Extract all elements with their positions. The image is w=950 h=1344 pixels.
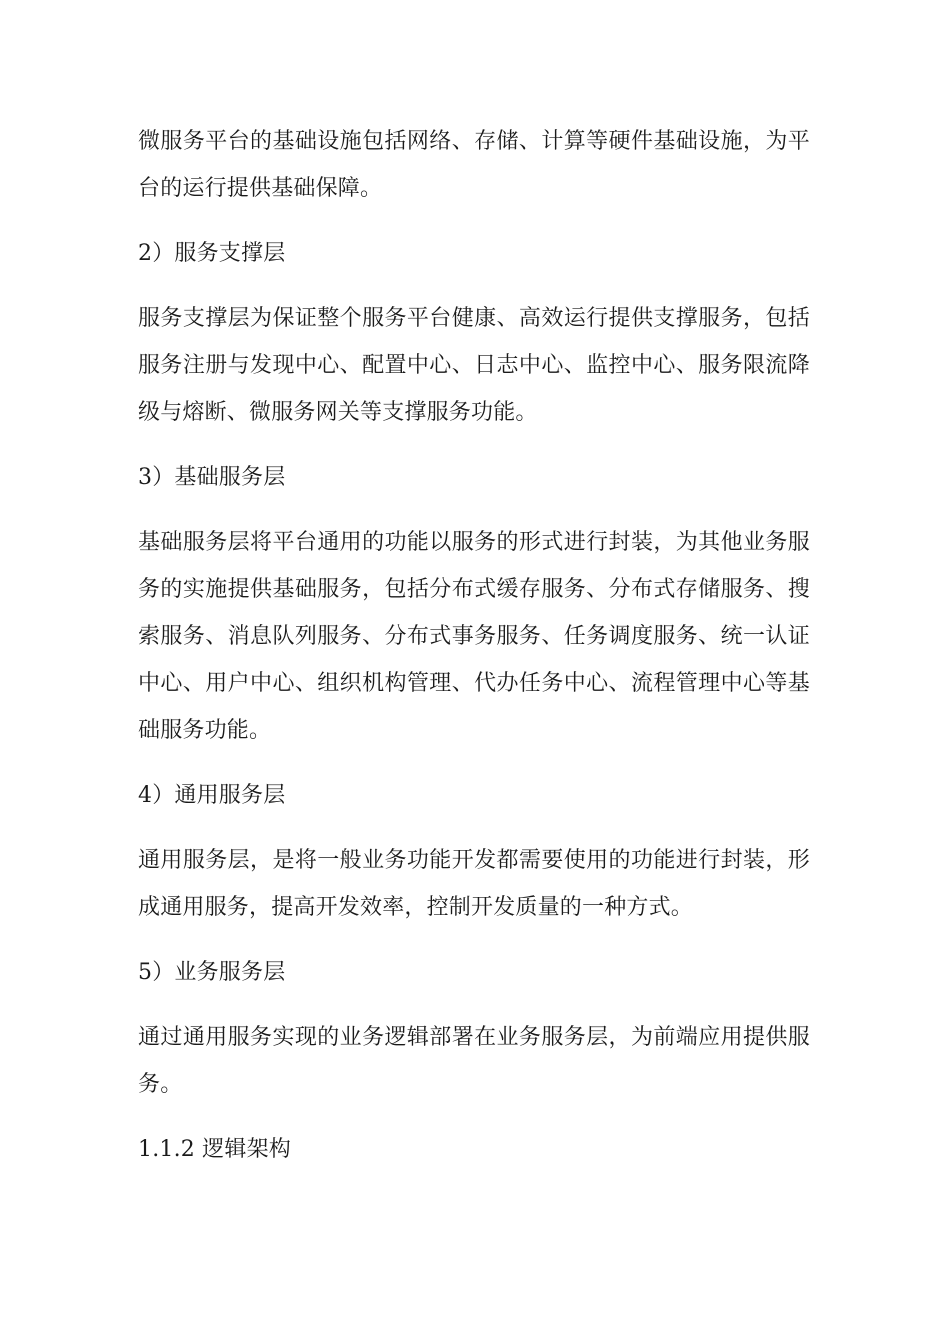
section-heading-logical-architecture: 1.1.2 逻辑架构 xyxy=(138,1137,291,1162)
paragraph-business-service-layer: 通过通用服务实现的业务逻辑部署在业务服务层，为前端应用提供服务。 xyxy=(138,1025,810,1097)
paragraph-infrastructure: 微服务平台的基础设施包括网络、存储、计算等硬件基础设施，为平台的运行提供基础保障。 xyxy=(138,129,810,201)
paragraph-common-service-layer: 通用服务层，是将一般业务功能开发都需要使用的功能进行封装，形成通用服务，提高开发效率，控制开发质量的一种方式。 xyxy=(138,848,810,920)
document-page xyxy=(138,118,810,1191)
paragraph-basic-service-layer: 基础服务层将平台通用的功能以服务的形式进行封装，为其他业务服务的实施提供基础服务，包括分布式缓存服务、分布式存储服务、搜索服务、消息队列服务、分布式事务服务、任务调度服务、统一认证中心、用户中心、组织机构管理、代办任务中心、流程管理中心等基础服务功能。 xyxy=(138,530,810,743)
heading-service-support-layer: 2）服务支撑层 xyxy=(138,241,286,266)
heading-basic-service-layer: 3）基础服务层 xyxy=(138,465,286,490)
heading-business-service-layer: 5）业务服务层 xyxy=(138,960,286,985)
paragraph-service-support-layer: 服务支撑层为保证整个服务平台健康、高效运行提供支撑服务，包括服务注册与发现中心、配置中心、日志中心、监控中心、服务限流降级与熔断、微服务网关等支撑服务功能。 xyxy=(138,306,810,425)
heading-common-service-layer: 4）通用服务层 xyxy=(138,783,286,808)
